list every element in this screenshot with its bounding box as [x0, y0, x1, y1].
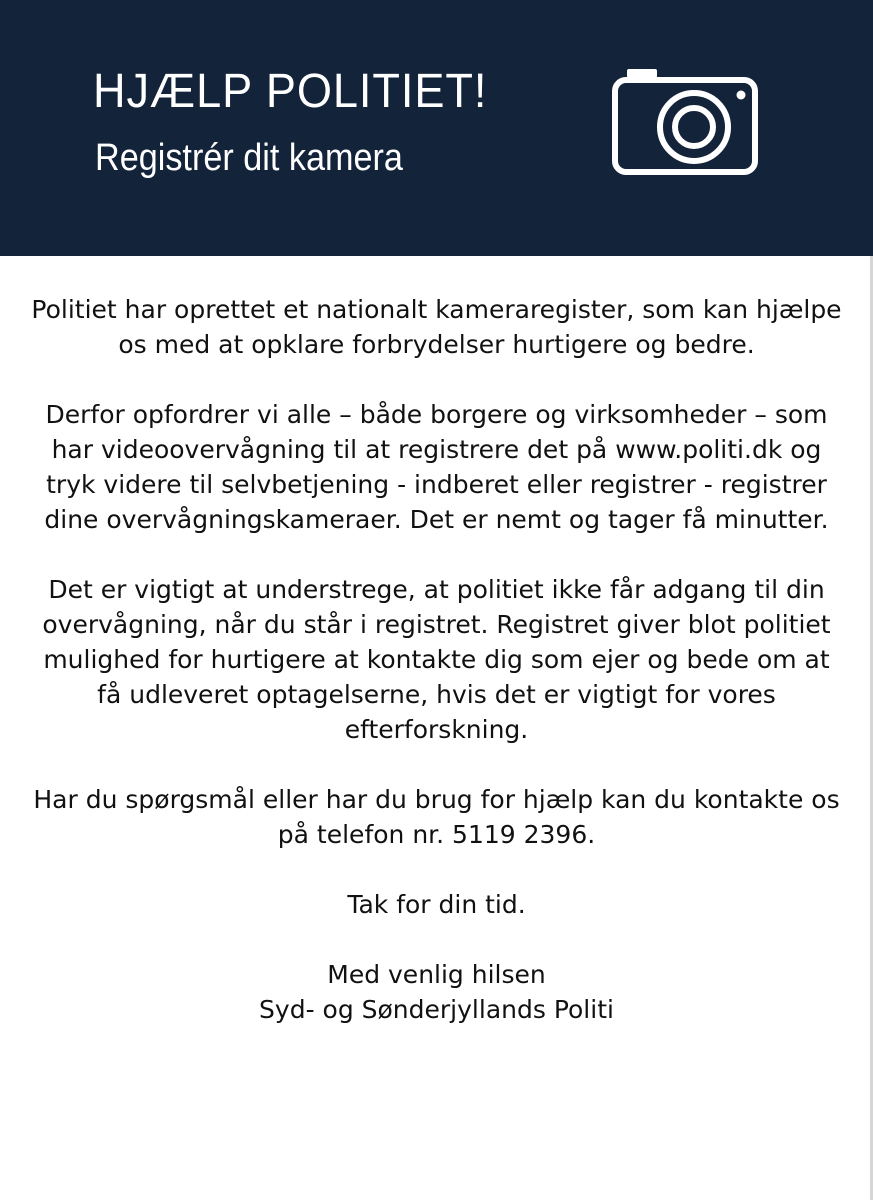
paragraph-thanks: Tak for din tid. — [347, 890, 526, 919]
header-subtitle: Registrér dit kamera — [95, 137, 403, 179]
closing-greeting: Med venlig hilsen — [327, 960, 546, 989]
paragraph-contact: Har du spørgsmål eller har du brug for hjælp kan du kontakte os på telefon nr. 5119 2396. — [33, 785, 840, 849]
camera-lens-inner — [675, 108, 713, 146]
paragraph-request: Derfor opfordrer vi alle – både borgere og virksomheder – som har videoovervågning til at registrere det på www.politi.dk og tryk videre til selvbetjening - indberet eller registrer - registrer dine overvågningskameraer. Det er nemt og tager få minutter. — [44, 400, 829, 534]
paragraph-privacy: Det er vigtigt at understrege, at politiet ikke får adgang til din overvågning, når du står i registret. Registret giver blot politiet mulighed for hurtigere at kontakte dig som ejer og bede om at få udleveret optagelserne, hvis det er vigtigt for vores efterforskning. — [42, 575, 831, 744]
camera-icon — [610, 66, 760, 178]
body-text — [30, 292, 843, 1027]
header-banner — [0, 0, 873, 256]
camera-lens-outer — [660, 93, 728, 161]
camera-flash-dot — [737, 91, 746, 100]
camera-shutter-button — [627, 69, 657, 78]
paragraph-intro: Politiet har oprettet et nationalt kameraregister, som kan hjælpe os med at opklare forbrydelser hurtigere og bedre. — [31, 295, 842, 359]
signature: Syd- og Sønderjyllands Politi — [259, 995, 614, 1024]
header-title: HJÆLP POLITIET! — [93, 65, 488, 118]
